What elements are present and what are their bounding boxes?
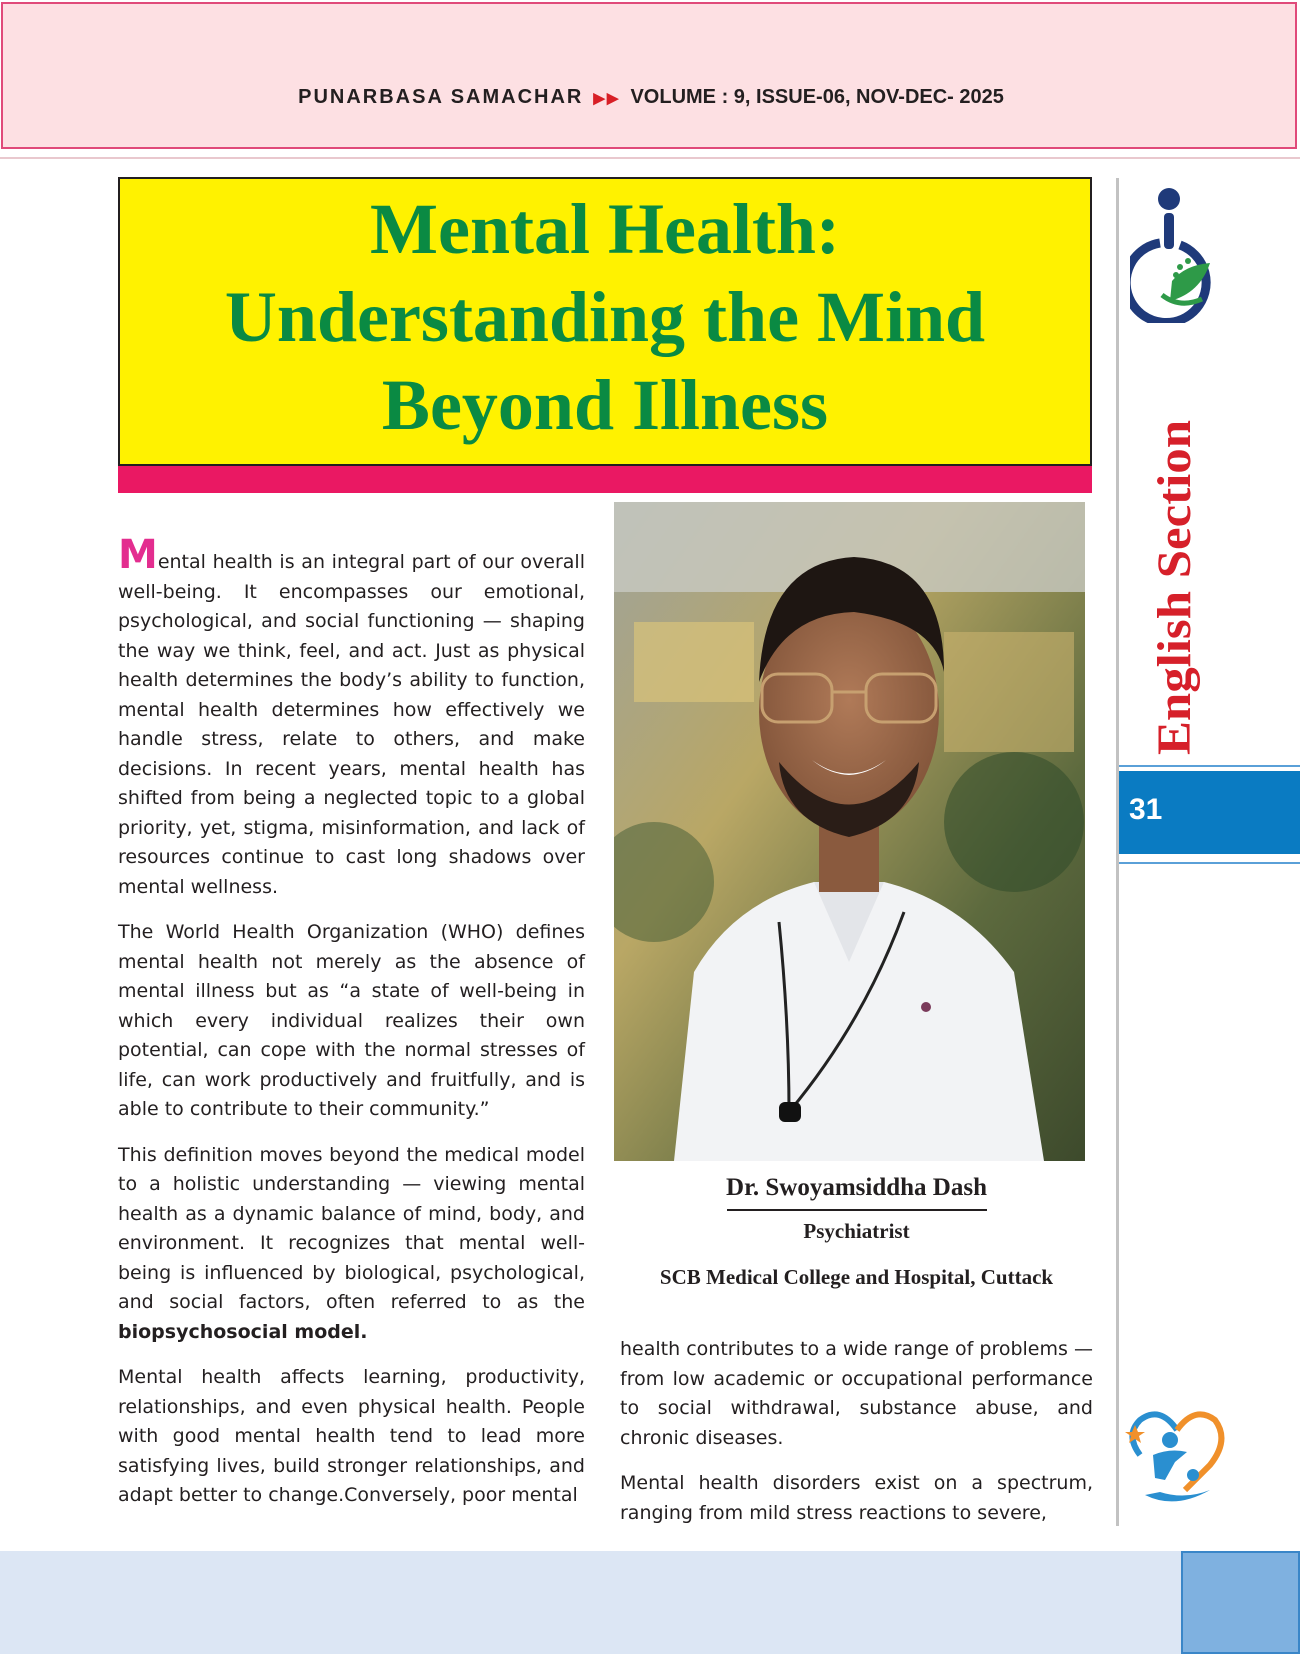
paragraph-1-text: ental health is an integral part of our overall well-being. It encompasses our emotional, psychological, and social functioning — shaping the way we think, feel, and act. Just as physical health determines the body’s ability to function, mental health determines how effectively we handle stress, relate to others, and make decisions. In recent years, mental health has shifted from being a neglected topic to a global priority, yet, stigma, misinformation, and lack of resources continue to cast long shadows over mental wellness. <box>118 551 585 898</box>
section-label <box>1148 415 1200 755</box>
paragraph-1 <box>118 532 585 902</box>
footer-corner-box <box>1181 1551 1300 1654</box>
article-title-box <box>118 177 1092 466</box>
page-number: 31 <box>1129 793 1163 826</box>
paragraph-3-text: This definition moves beyond the medical model to a holistic understanding — viewing mental health as a dynamic balance of mind, body, and environment. It recognizes that mental well-being is influenced by biological, psychological, and social factors, often referred to as the <box>118 1143 585 1313</box>
page-footer <box>0 1551 1300 1654</box>
issue-info: VOLUME : 9, ISSUE-06, NOV-DEC- 2025 <box>630 86 1004 108</box>
author-name-underline <box>727 1209 987 1211</box>
author-name: Dr. Swoyamsiddha Dash <box>726 1174 987 1201</box>
page-number-tab-fill <box>1119 771 1300 854</box>
paragraph-4: Mental health affects learning, productivity, relationships, and even physical health. People with good mental health tend to lead more satisfying lives, build stronger relationships, and adapt better to change.Conversely, poor mental <box>118 1366 585 1506</box>
paragraph-3 <box>118 1141 585 1348</box>
right-column <box>620 1335 1093 1544</box>
author-institution: SCB Medical College and Hospital, Cuttack <box>659 1265 1054 1289</box>
section-label-text: English Section <box>1148 438 1200 755</box>
header-line <box>3 86 1299 109</box>
author-byline <box>614 1170 1099 1293</box>
title-accent-bar <box>118 466 1092 493</box>
header-divider <box>0 157 1300 159</box>
paragraph-6: Mental health disorders exist on a spectrum, ranging from mild stress reactions to severe, <box>620 1472 1093 1524</box>
wheelchair-leaf-logo-icon <box>1130 183 1220 323</box>
title-line-3: Beyond Illness <box>381 365 829 445</box>
title-line-1: Mental Health: <box>370 189 840 269</box>
paragraph-5: health contributes to a wide range of problems — from low academic or occupational performance to social withdrawal, substance abuse, and chronic diseases. <box>620 1338 1093 1449</box>
header-arrows-icon: ▶▶ <box>593 90 621 107</box>
paragraph-3-bold: biopsychosocial model. <box>118 1320 368 1343</box>
publication-name: PUNARBASA SAMACHAR <box>298 86 584 108</box>
page-number-tab <box>1119 765 1300 864</box>
author-photo <box>614 502 1085 1161</box>
drop-cap: M <box>118 532 158 578</box>
left-column <box>118 532 585 1527</box>
page-header <box>1 2 1297 149</box>
title-line-2: Understanding the Mind <box>224 277 986 357</box>
author-role: Psychiatrist <box>803 1219 910 1243</box>
paragraph-2: The World Health Organization (WHO) defines mental health not merely as the absence of mental illness but as “a state of well-being in which every individual realizes their own potential, can cope with the normal stresses of life, can work productively and fruitfully, and is able to contribute to their community.” <box>118 921 585 1120</box>
heart-people-logo-icon <box>1125 1400 1230 1515</box>
